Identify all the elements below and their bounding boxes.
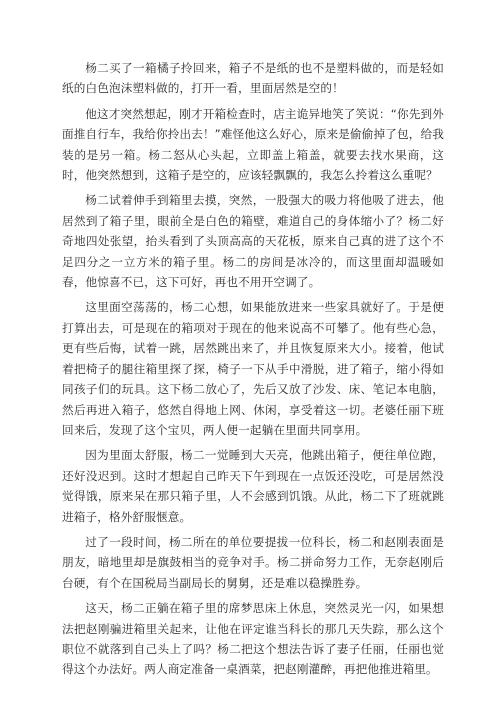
paragraph-1: 杨二买了一箱橘子拎回来，箱子不是纸的也不是塑料做的，而是轻如纸的白色泡沫塑料做的，打开一看，里面居然是空的！ (62, 61, 444, 96)
paragraph-4: 这里面空荡荡的，杨二心想，如果能放进来一些家具就好了。于是便打算出去，可是现在的箱项对于现在的他来说高不可攀了。他有些心急，更有些后悔，试着一跳，居然跳出来了，并且恢复原来大小。接着，他试着把椅子的腿往箱里探了探，椅子一下从手中滑脱，进了箱子，缩小得如同孩子们的玩具。这下杨二放心了，先后又放了沙发、床、笔记本电脑，然后再进入箱子，悠然自得地上网、休闲，享受着这一切。老婆任丽下班回来后，发现了这个宝贝，两人便一起躺在里面共同享用。 (62, 300, 444, 437)
paragraph-3: 杨二试着伸手到箱里去摸，突然，一股强大的吸力将他吸了进去，他居然到了箱子里，眼前全是白色的箱壁，难道自己的身体缩小了？杨二好奇地四处张望，抬头看到了头顶高高的天花板，原来自己真的进了这个不足四分之一立方米的箱子里。杨二的房间是冰冷的，而这里面却温暖如春，他惊喜不已，这下可好，再也不用开空调了。 (62, 193, 444, 290)
paragraph-5: 因为里面太舒服，杨二一觉睡到大天亮，他跳出箱子，便往单位跑，还好没迟到。这时才想起自己昨天下午到现在一点饭还没吃，可是居然没觉得饿，原来呆在那只箱子里，人不会感到饥饿。从此，杨二下了班就跳进箱子，格外舒服惬意。 (62, 448, 444, 524)
paragraph-6: 过了一段时间，杨二所在的单位要提拔一位科长，杨二和赵刚表面是朋友，暗地里却是旗鼓相当的竞争对手。杨二拼命努力工作，无奈赵刚后台硬，有个在国税局当副局长的舅舅，还是难以稳操胜券。 (62, 534, 444, 590)
paragraph-7: 这天，杨二正躺在箱子里的席梦思床上休息，突然灵光一闪，如果想法把赵刚骗进箱里关起来，让他在评定谁当科长的那几天失踪，那么这个职位不就落到自己头上了吗？杨二把这个想法告诉了妻子任丽，任丽也觉得这个办法好。两人商定准备一桌酒菜，把赵刚灌醉，再把他推进箱里。 (62, 601, 444, 677)
paragraph-2: 他这才突然想起，刚才开箱检查时，店主诡异地笑了笑说：“你先到外面推自行车，我给你拎出去！”难怪他这么好心，原来是偷偷掉了包，给我装的是另一箱。杨二怒从心头起，立即盖上箱盖，就要去找水果商，这时，他突然想到，这箱子是空的，应该轻飘飘的，我怎么拎着这么重呢？ (62, 106, 444, 183)
story-body (62, 58, 444, 683)
